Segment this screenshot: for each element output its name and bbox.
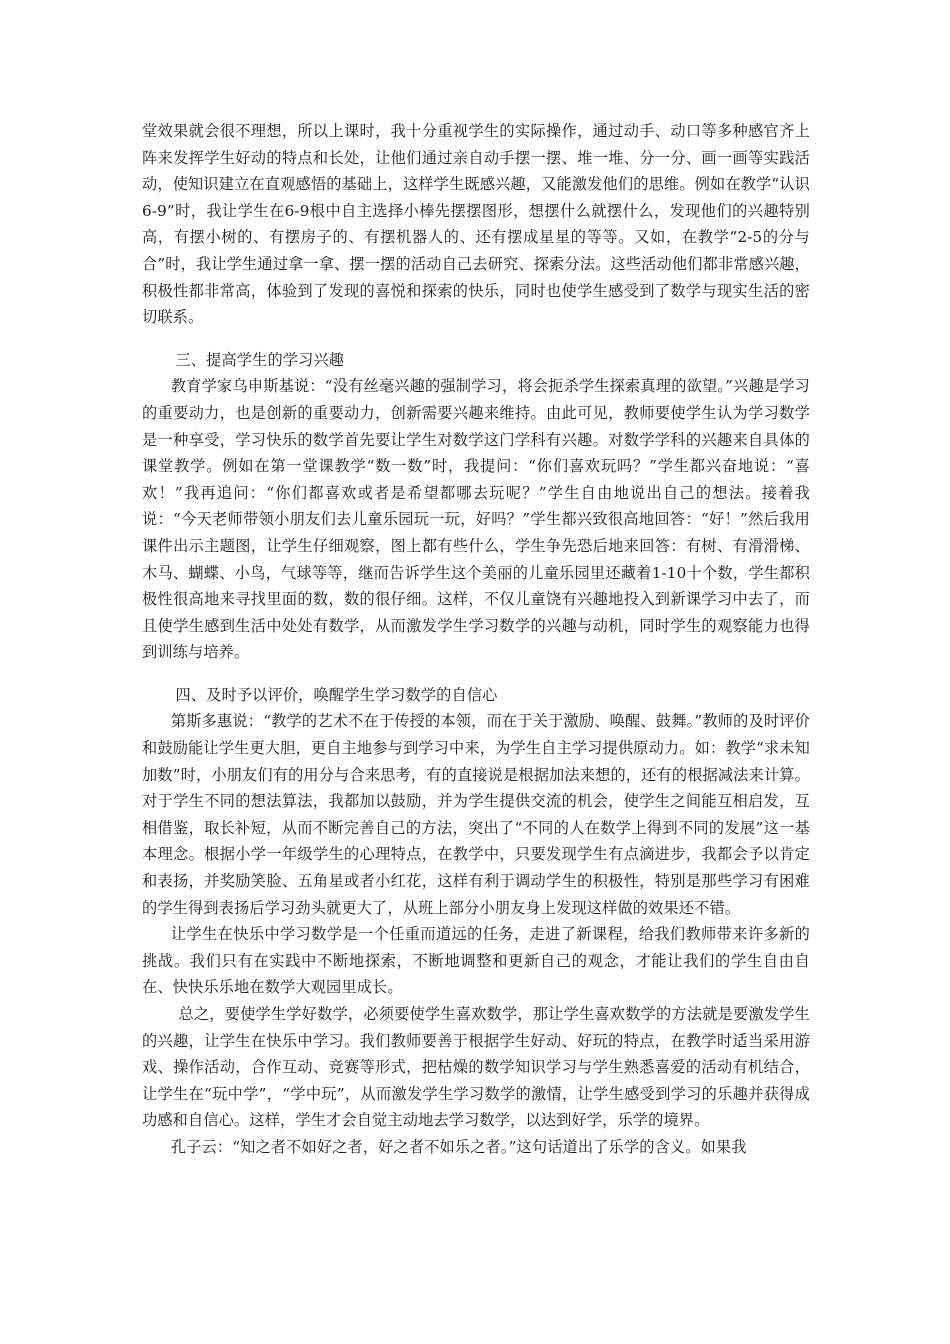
paragraph-summary: 总之，要使学生学好数学，必须要使学生喜欢数学，那让学生喜欢数学的方法就是要激发学生的兴趣，让学生在快乐中学习。我们教师要善于根据学生好动、好玩的特点，在教学时适当采用游戏、操作活动，合作互动、竞赛等形式，把枯燥的数学知识学习与学生熟悉喜爱的活动有机结合，让学生在“玩中学”，“学中玩”，从而激发学生学习数学的激情，让学生感受到学习的乐趣并获得成功感和自信心。这样，学生才会自觉主动地去学习数学，以达到好学，乐学的境界。 — [142, 1005, 810, 1130]
paragraph-interest: 教育学家乌申斯基说：“没有丝毫兴趣的强制学习，将会扼杀学生探索真理的欲望。”兴趣是学习的重要动力，也是创新的重要动力，创新需要兴趣来维持。由此可见，教师要使学生认为学习数学是一种享受，学习快乐的数学首先要让学生对数学这门学科有兴趣。对数学学科的兴趣来自具体的课堂教学。例如在第一堂课教学“数一数”时，我提问：“你们喜欢玩吗？”学生都兴奋地说：“喜欢！”我再追问：“你们都喜欢或者是希望都哪去玩呢？”学生自由地说出自己的想法。接着我说：“今天老师带领小朋友们去儿童乐园玩一玩，好吗？”学生都兴致很高地回答：“好！”然后我用课件出示主题图，让学生仔细观察，图上都有些什么，学生争先恐后地来回答：有树、有滑滑梯、木马、蝴蝶、小鸟，气球等等，继而告诉学生这个美丽的儿童乐园里还藏着1-10十个数，学生都积极性很高地来寻找里面的数，数的很仔细。这样，不仅儿童饶有兴趣地投入到新课学习中去了，而且使学生感到生活中处处有数学，从而激发学生学习数学的兴趣与动机，同时学生的观察能力也得到训练与培养。 — [142, 377, 810, 662]
paragraph-practice-activities: 堂效果就会很不理想，所以上课时，我十分重视学生的实际操作，通过动手、动口等多种感官齐上阵来发挥学生好动的特点和长处，让他们通过亲自动手摆一摆、堆一堆、分一分、画一画等实践活动，使知识建立在直观感悟的基础上，这样学生既感兴趣，又能激发他们的思维。例如在教学“认识6-9”时，我让学生在6-9根中自主选择小棒先摆摆图形，想摆什么就摆什么，发现他们的兴趣特别高，有摆小树的、有摆房子的、有摆机器人的、还有摆成星星的等等。又如，在教学“2-5的分与合”时，我让学生通过拿一拿、摆一摆的活动自己去研究、探索分法。这些活动他们都非常感兴趣，积极性都非常高，体验到了发现的喜悦和探索的快乐，同时也使学生感受到了数学与现实生活的密切联系。 — [142, 122, 810, 327]
document-body — [142, 118, 810, 1161]
paragraph-confucius: 孔子云：“知之者不如好之者，好之者不如乐之者。”这句话道出了乐学的含义。如果我 — [170, 1137, 747, 1156]
paragraph-new-curriculum: 让学生在快乐中学习数学是一个任重而道远的任务，走进了新课程，给我们教师带来许多新的挑战。我们只有在实践中不断地探索，不断地调整和更新自己的观念，才能让我们的学生自由自在、快快乐乐地在数学大观园里成长。 — [142, 925, 810, 997]
paragraph-evaluation: 第斯多惠说：“教学的艺术不在于传授的本领，而在于关于激励、唤醒、鼓舞。”教师的及时评价和鼓励能让学生更大胆，更自主地参与到学习中来，为学生自主学习提供原动力。如：教学“求未知加数”时，小朋友们有的用分与合来思考，有的直接说是根据加法来想的，还有的根据减法来计算。对于学生不同的想法算法，我都加以鼓励，并为学生提供交流的机会，使学生之间能互相启发，互相借鉴，取长补短，从而不断完善自己的方法，突出了“不同的人在数学上得到不同的发展”这一基本理念。根据小学一年级学生的心理特点，在教学中，只要发现学生有点滴进步，我都会予以肯定和表扬，并奖励笑脸、五角星或者小红花，这样有利于调动学生的积极性，特别是那些学习有困难的学生得到表扬后学习劲头就更大了，从班上部分小朋友身上发现这样做的效果还不错。 — [142, 712, 810, 917]
section-heading-4: 四、及时予以评价，唤醒学生学习数学的自信心 — [175, 685, 498, 704]
section-heading-3: 三、提高学生的学习兴趣 — [175, 350, 345, 369]
